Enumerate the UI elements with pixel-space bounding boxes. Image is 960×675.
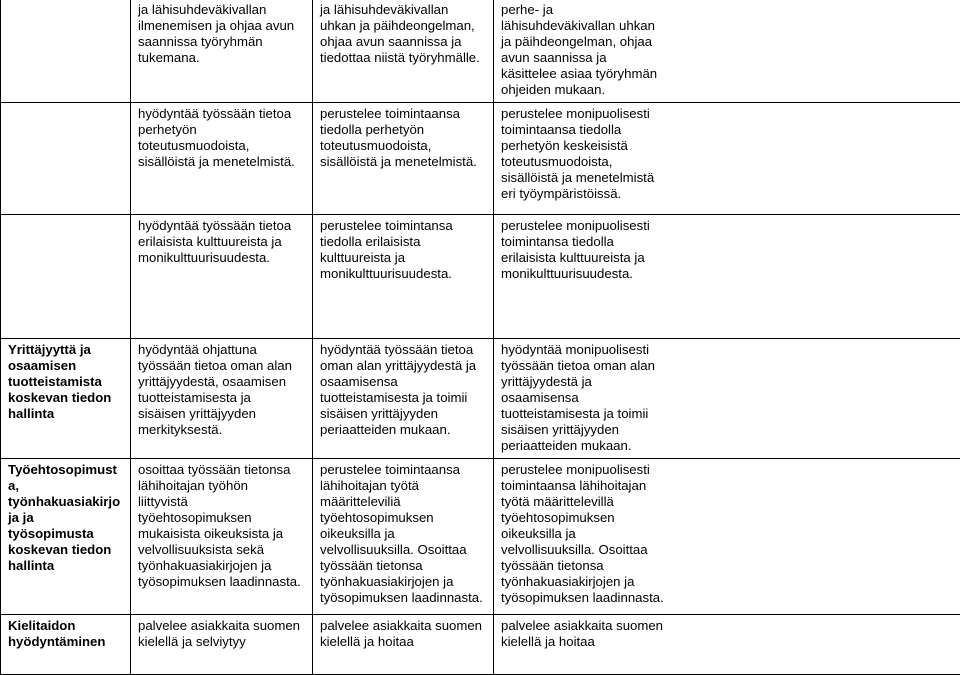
level-1-cell [131,0,313,103]
row-heading-cell [1,103,131,215]
row-heading-cell [1,339,131,459]
row-heading-cell [1,215,131,339]
table-row [1,0,960,103]
level-2-cell [313,103,494,215]
level-1-cell [131,615,313,675]
cell-text: palvelee asiakkaita suomen kielellä ja hoitaa [501,618,954,650]
level-2-cell [313,615,494,675]
level-1-cell [131,339,313,459]
table-row [1,615,960,675]
level-2-cell [313,459,494,615]
level-3-cell [494,215,960,339]
cell-text: hyödyntää työssään tietoa perhetyön toteutusmuodoista, sisällöistä ja menetelmistä. [138,106,306,170]
cell-text: palvelee asiakkaita suomen kielellä ja selviytyy [138,618,306,650]
cell-text: palvelee asiakkaita suomen kielellä ja hoitaa [320,618,487,650]
cell-text: perhe- ja lähisuhdeväkivallan uhkan ja päihdeongelman, ohjaa avun saannissa ja käsittelee asiaa työryhmän ohjeiden mukaan. [501,2,954,98]
table-row [1,215,960,339]
cell-text: perustelee monipuolisesti toimintaansa lähihoitajan työtä määrittelevillä työehtosopimuksen oikeuksilla ja velvollisuuksilla. Osoittaa työssään tietonsa työnhakuasiakirjojen ja työsopimuksen laadinnasta. [501,462,954,606]
cell-text: Työehtosopimust a, työnhakuasiakirjo ja ja työsopimusta koskevan tiedon hallinta [8,462,124,574]
cell-text: perustelee toimintaansa lähihoitajan työtä määritteleviliä työehtosopimuksen oikeuksilla ja velvollisuuksilla. Osoittaa työssään tietonsa työnhakuasiakirjojen ja työsopimuksen laadinnasta. [320,462,487,606]
level-3-cell [494,615,960,675]
cell-text: hyödyntää monipuolisesti työssään tietoa oman alan yrittäjyydestä ja osaamisensa tuotteistamisesta ja toimii sisäisen yrittäjyyden periaatteiden mukaan. [501,342,954,454]
cell-text: Yrittäjyyttä ja osaamisen tuotteistamista koskevan tiedon hallinta [8,342,124,422]
cell-text: ja lähisuhdeväkivallan uhkan ja päihdeongelman, ohjaa avun saannissa ja tiedottaa niistä työryhmälle. [320,2,487,66]
cell-text: osoittaa työssään tietonsa lähihoitajan työhön liittyvistä työehtosopimuksen mukaisista oikeuksista ja velvollisuuksista sekä työnhakuasiakirjojen ja työsopimuksen laadinnasta. [138,462,306,590]
level-3-cell [494,0,960,103]
cell-text: Kielitaidon hyödyntäminen [8,618,124,650]
cell-text: hyödyntää työssään tietoa erilaisista kulttuureista ja monikulttuurisuudesta. [138,218,306,266]
level-3-cell [494,103,960,215]
cell-text: hyödyntää työssään tietoa oman alan yrittäjyydestä ja osaamisensa tuotteistamisesta ja toimii sisäisen yrittäjyyden periaatteiden mukaan. [320,342,487,438]
level-2-cell [313,215,494,339]
cell-text: hyödyntää ohjattuna työssään tietoa oman alan yrittäjyydestä, osaamisen tuotteistamisesta ja sisäisen yrittäjyyden merkityksestä. [138,342,306,438]
level-3-cell [494,339,960,459]
cell-text: perustelee toimintansa tiedolla erilaisista kulttuureista ja monikulttuurisuudesta. [320,218,487,282]
level-1-cell [131,215,313,339]
cell-text: perustelee monipuolisesti toimintaansa tiedolla perhetyön keskeisistä toteutusmuodoista, sisällöistä ja menetelmistä eri työympäristöissä. [501,106,954,202]
table-row [1,103,960,215]
level-2-cell [313,339,494,459]
row-heading-cell [1,615,131,675]
row-heading-cell [1,0,131,103]
cell-text: perustelee monipuolisesti toimintansa tiedolla erilaisista kulttuureista ja monikulttuurisuudesta. [501,218,954,282]
table-row [1,459,960,615]
level-3-cell [494,459,960,615]
level-1-cell [131,103,313,215]
cell-text: perustelee toimintaansa tiedolla perhetyön toteutusmuodoista, sisällöistä ja menetelmistä. [320,106,487,170]
level-2-cell [313,0,494,103]
row-heading-cell [1,459,131,615]
table-row [1,339,960,459]
level-1-cell [131,459,313,615]
cell-text: ja lähisuhdeväkivallan ilmenemisen ja ohjaa avun saannissa työryhmän tukemana. [138,2,306,66]
